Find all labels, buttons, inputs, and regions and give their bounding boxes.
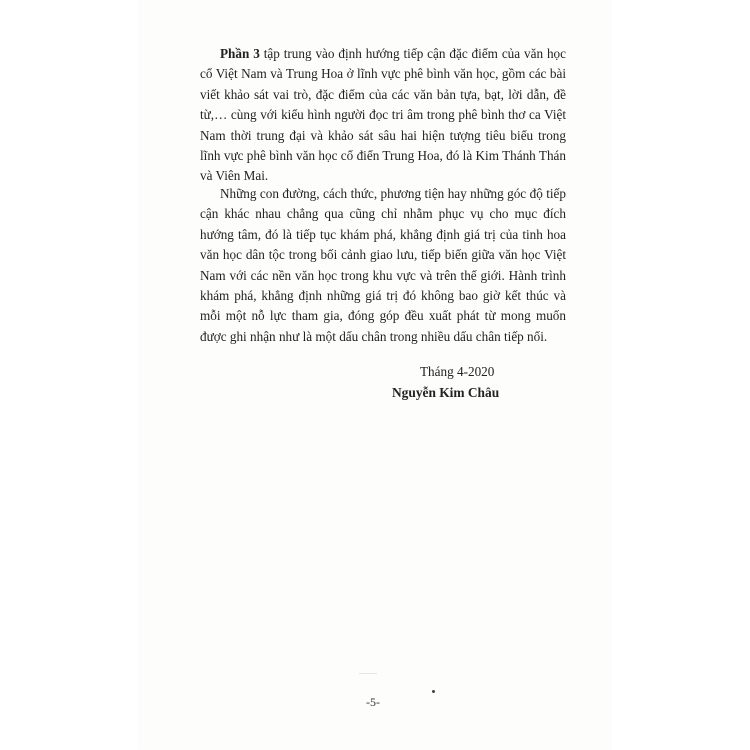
faint-mark bbox=[359, 673, 377, 674]
signature-date: Tháng 4-2020 bbox=[420, 364, 495, 379]
part-3-label: Phần 3 bbox=[220, 46, 260, 61]
paragraph-conclusion bbox=[200, 184, 566, 347]
paragraph-conclusion-text: Những con đường, cách thức, phương tiện hay những góc độ tiếp cận khác nhau chẳng qua cũng chỉ nhằm phục vụ cho mục đích hướng tâm, đó là tiếp tục khám phá, khẳng định giá trị của tinh hoa văn học dân tộc trong bối cảnh giao lưu, tiếp biến giữa văn học Việt Nam với các nền văn học trong khu vực và trên thế giới. Hành trình khám phá, khẳng định những giá trị đó không bao giờ kết thúc và mỗi một nỗ lực tham gia, đóng góp đều xuất phát từ mong muốn được ghi nhận như là một dấu chân trong nhiều dấu chân tiếp nối. bbox=[200, 186, 566, 344]
ink-speck bbox=[432, 690, 435, 693]
paragraph-part-3 bbox=[200, 44, 566, 187]
paragraph-part-3-text: tập trung vào định hướng tiếp cận đặc điểm của văn học cổ Việt Nam và Trung Hoa ở lĩnh vực phê bình văn học, gồm các bài viết khảo sát vai trò, đặc điểm của các văn bản tựa, bạt, lời dẫn, đề từ,… cùng với kiểu hình người đọc tri âm trong phê bình thơ ca Việt Nam thời trung đại và khảo sát sâu hai hiện tượng tiêu biểu trong lĩnh vực phê bình văn học cổ điển Trung Hoa, đó là Kim Thánh Thán và Viên Mai. bbox=[200, 46, 566, 184]
page-number: -5- bbox=[366, 695, 380, 709]
signature-author: Nguyễn Kim Châu bbox=[392, 385, 500, 400]
